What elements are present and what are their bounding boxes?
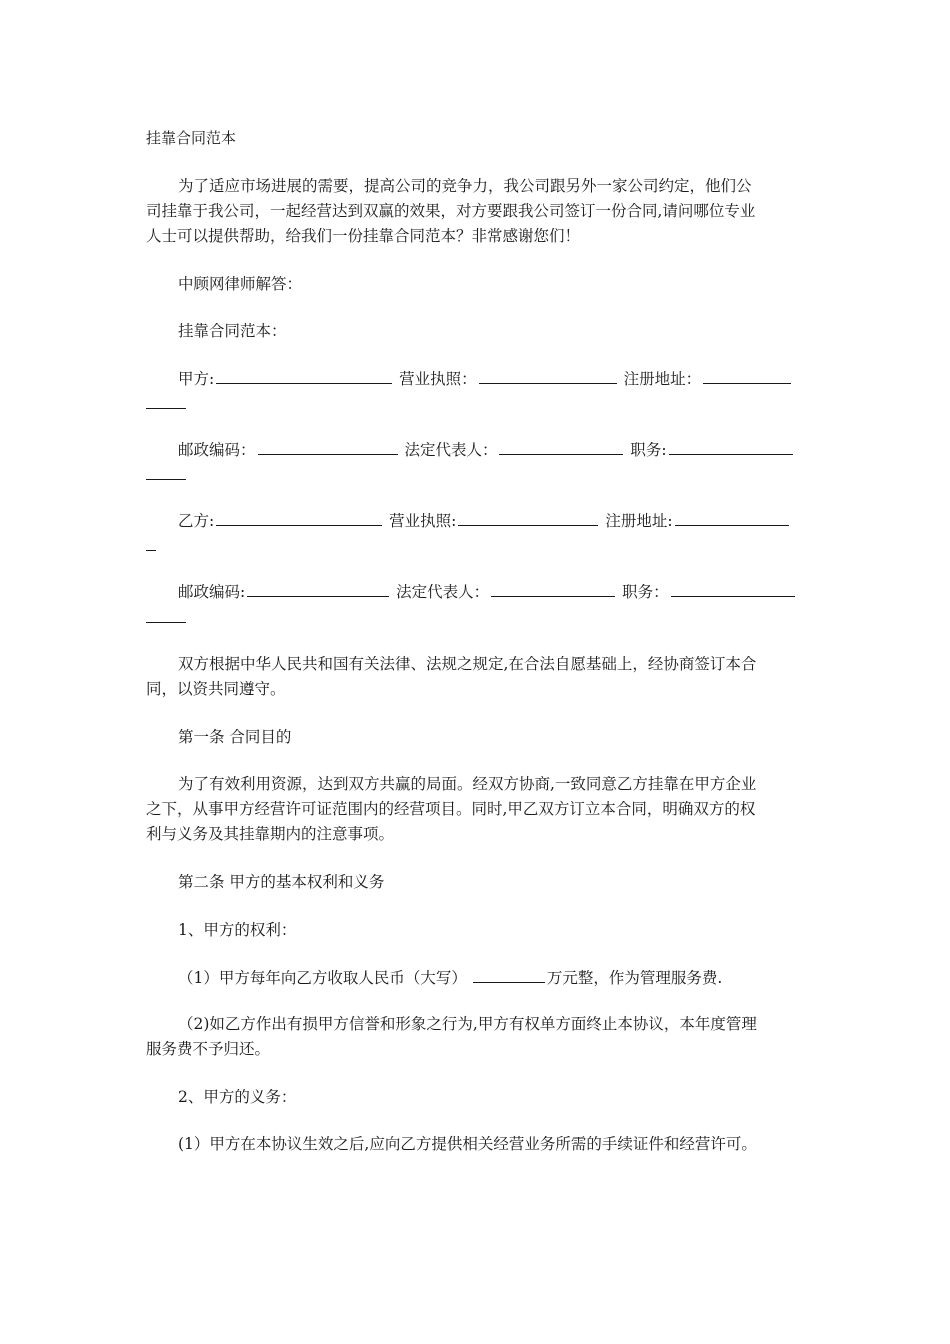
right-2-line-1: （2)如乙方作出有损甲方信誉和形象之行为,甲方有权单方面终止本协议，本年度管理 (178, 1015, 757, 1033)
party-b-rep-label: 法定代表人： (396, 583, 490, 601)
party-a-rep-label: 法定代表人： (404, 441, 498, 459)
article-2-heading: 第二条 甲方的基本权利和义务 (178, 873, 385, 891)
party-a-title-blank-continued (146, 479, 186, 480)
party-b-info-row (0, 510, 950, 530)
document-title: 挂靠合同范本 (146, 129, 237, 147)
article-1-body-line-3: 利与义务及其挂靠期内的注意事项。 (146, 825, 395, 843)
party-a-rights-heading: 1、甲方的权利： (178, 921, 297, 939)
party-b-address-blank-continued (146, 550, 156, 551)
party-a-address-label: 注册地址： (623, 370, 702, 388)
party-a-address-blank (703, 368, 791, 384)
party-a-license-label: 营业执照： (399, 370, 477, 388)
question-line-2: 司挂靠于我公司，一起经营达到双赢的效果，对方要跟我公司签订一份合同,请问哪位专业 (146, 202, 756, 220)
party-a-duties-heading: 2、甲方的义务： (178, 1088, 297, 1106)
party-b-postcode-blank (247, 581, 389, 597)
party-b-title-label: 职务： (622, 583, 669, 601)
party-b-rep-blank (491, 581, 615, 597)
party-b-license-blank (458, 510, 598, 526)
article-1-heading: 第一条 合同目的 (178, 728, 292, 746)
party-a-info-row (0, 368, 950, 388)
right-1-text-start: （1）甲方每年向乙方收取人民币（大写） (178, 969, 467, 987)
template-title: 挂靠合同范本： (178, 322, 287, 340)
duty-1-line: (1）甲方在本协议生效之后,应向乙方提供相关经营业务所需的手续证件和经营许可。 (178, 1135, 757, 1153)
preamble-line-2: 同，以资共同遵守。 (146, 680, 286, 698)
party-b-name-blank (216, 510, 382, 526)
party-b-contact-row (0, 581, 950, 601)
party-a-license-blank (479, 368, 617, 384)
party-b-name-label: 乙方: (178, 512, 215, 530)
preamble-line-1: 双方根据中华人民共和国有关法律、法规之规定,在合法自愿基础上，经协商签订本合 (178, 655, 757, 673)
right-1-line (0, 967, 950, 987)
party-a-title-blank (669, 439, 793, 455)
party-b-address-label: 注册地址: (605, 512, 673, 530)
party-a-postcode-label: 邮政编码： (178, 441, 256, 459)
question-line-3: 人士可以提供帮助，给我们一份挂靠合同范本？非常感谢您们！ (146, 227, 581, 245)
party-b-title-blank-continued (146, 622, 186, 623)
party-a-contact-row (0, 439, 950, 459)
party-b-postcode-label: 邮政编码: (178, 583, 246, 601)
party-a-name-blank (216, 368, 392, 384)
party-a-postcode-blank (258, 439, 398, 455)
right-2-line-2: 服务费不予归还。 (146, 1040, 271, 1058)
party-a-address-blank-continued (146, 408, 186, 409)
party-b-address-blank (675, 510, 789, 526)
fee-amount-blank (473, 967, 545, 983)
article-1-body-line-2: 之下，从事甲方经营许可证范围内的经营项目。同时,甲乙双方订立本合同，明确双方的权 (146, 800, 756, 818)
party-b-title-blank (671, 581, 795, 597)
article-1-body-line-1: 为了有效利用资源，达到双方共赢的局面。经双方协商,一致同意乙方挂靠在甲方企业 (178, 775, 757, 793)
party-a-rep-blank (499, 439, 623, 455)
question-line-1: 为了适应市场进展的需要，提高公司的竞争力，我公司跟另外一家公司约定，他们公 (178, 177, 752, 195)
answer-intro: 中顾网律师解答： (178, 275, 303, 293)
right-1-text-end: 万元整，作为管理服务费. (546, 969, 723, 987)
party-b-license-label: 营业执照: (389, 512, 457, 530)
party-a-name-label: 甲方: (178, 370, 215, 388)
party-a-title-label: 职务: (630, 441, 667, 459)
